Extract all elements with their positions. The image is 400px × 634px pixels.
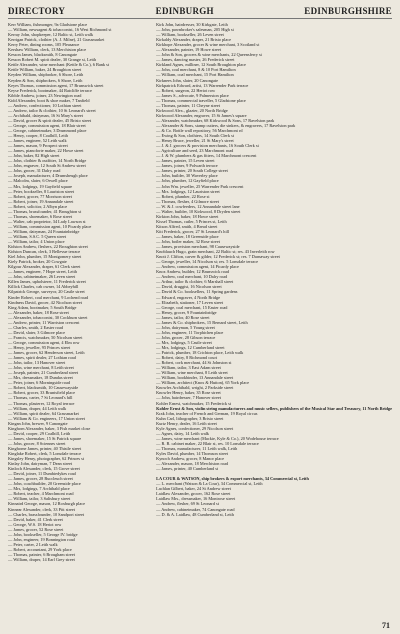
directory-entry: — James, engineer, 7 Hope street, Leith	[8, 269, 77, 275]
directory-entry: — William, draper, 44 Leith walk	[8, 405, 67, 411]
directory-entry: Kirkwood Alex., glazier, 20 North Bridge	[156, 107, 228, 113]
directory-entry: Kirkwood Alexander, engraver, 15 St James's square	[156, 112, 247, 118]
directory-entry: — David & Co. booksellers, 11 Spring gardens	[156, 289, 238, 295]
directory-entry: — Mrs, dressmaker, 18 Dundas street	[8, 375, 73, 381]
directory-entry: — James, printer, 20 South College street	[156, 168, 228, 174]
directory-entry: — James, tailor, 40 Rose street	[156, 314, 210, 320]
directory-entry: Keyes Thomas, commission agent, 17 Brunswick street	[8, 82, 104, 88]
directory-entry: — Francis, watchmaker, 50 Nicolson street	[8, 334, 83, 340]
directory-entry: — David, slater, 3 Gilmore place	[8, 329, 65, 335]
directory-entry: — James, engineer, 52 Leith walk	[8, 138, 67, 144]
directory-entry: Kitson Alfred, smith, 4 Bread street	[156, 223, 218, 229]
directory-entry: — William, dairyman, 24 Fountainbridge	[8, 228, 80, 234]
directory-entry: — William, S.S.C. 5 Queen street	[8, 233, 67, 239]
directory-entry: Knox Andrew, builder, 12 Brunswick road	[156, 269, 230, 275]
directory-entry: Kerray John, shopkeeper, 12 Baltic st, Leith walk	[8, 32, 94, 38]
directory-entry: — J. & J. grocers & provision merchants, 16 South Clerk st	[156, 143, 259, 149]
directory-entry: Kidston Andrew, fleshers, 22 Broughton street	[8, 244, 88, 250]
directory-entry: — Andrew, cabinetmaker, 74 Canongate road	[156, 506, 235, 512]
directory-entry: Kirkland Agnes, milliner, 12 South Broughton place	[156, 62, 246, 68]
directory-entry: — Alexander, mason, 18 Merchiston road	[156, 461, 229, 467]
directory-entry: — Thomas, carter, 7 St Leonard's hill	[8, 395, 73, 401]
directory-entry: — George, jeweller, 14 Nicolson st; res. 5 Lonsdale terrace	[156, 259, 259, 265]
header-center: EDINBURGH	[155, 6, 214, 16]
directory-entry: — George, coal merchant, 15 Easter road	[156, 304, 228, 310]
directory-entry: — Thomas, brassfounder, 41 Broughton st	[8, 208, 82, 214]
directory-entry: Kinder Robert, coal merchant, 9 Lochend road	[8, 294, 89, 300]
directory-entry: — Archibald, dairyman, 16 St Mary's street	[8, 112, 84, 118]
directory-entry: — Robert, teacher, 4 Marchmont road	[8, 491, 74, 497]
directory-entry: — John, grocer, 31 Dalry road	[8, 168, 61, 174]
directory-entry: Kurtz Henry, dealer, 16 Leith street	[156, 420, 217, 426]
directory-entry: — John, builder, 30 Waverley place	[156, 173, 218, 179]
directory-entry: — Henry, grocer, 9 Fountainbridge	[156, 309, 217, 315]
directory-entry: — Robert, accountant, 29 York place	[8, 546, 72, 552]
header-left: DIRECTORY	[8, 6, 66, 16]
directory-entry: Kerry Peter, dining rooms, 105 Pleasance	[8, 42, 80, 48]
directory-entry: — Andrew, commission agent, 14 Picardy place	[156, 264, 239, 270]
directory-entry: — Joseph, manufacturer, 4 Drumsheugh place	[8, 173, 88, 179]
directory-entry: — John, baker, 82 High street	[8, 153, 60, 159]
directory-entry: — John & Son, grocers & wine merchants, 22 Queensferry st	[156, 52, 262, 58]
directory-entry: — John, hairdresser, 7 Hanover street	[156, 395, 221, 401]
directory-entry: — George, commission agent, 18 Blair street	[8, 122, 86, 128]
directory-entry: — John, clothier & outfitter, 14 North Bridge	[8, 158, 87, 164]
directory-entry: — & Co. Bottle wall repository, 56 Marchmont rd	[156, 127, 243, 133]
directory-entry: — John, engineer, 11 Torphichen place	[156, 329, 224, 335]
directory-entry: — Robert, surgeon, 22 Heriot row	[156, 87, 216, 93]
directory-entry: Kiel John, plumber, 15 Montgomery street	[8, 254, 82, 260]
directory-entry: LA COUR & WATSON, ship brokers & export merchants, 34 Commercial st, Leith	[156, 476, 309, 482]
directory-entry: Laidlaw Alexander, grocer, 162 Rose street	[156, 491, 231, 497]
directory-entry: — Mrs, lodgings, 7 Archibald place	[8, 486, 70, 492]
directory-entry: — Alexander, watchmaker, 68 Kirkwood & Sons, 17 Ravelston park	[156, 117, 275, 123]
directory-entry: Keyse Frederick, bootmaker, 44 Ratcliffe terrace	[8, 87, 92, 93]
directory-entry: Kindness David, grocer, 42 Nicolson street	[8, 299, 82, 305]
directory-entry: — Andrew, tailor & clothier, 10 St Leonard's street	[8, 107, 96, 113]
directory-entry: Kynoch Andrew, grocer, 8 Manor place	[156, 456, 225, 462]
directory-entry: Kinghorne James, printer, 40 Thistle street	[8, 445, 82, 451]
directory-entry: — Henry, jeweller, 95 Princes street	[8, 345, 71, 350]
directory-entry: — Alexander & Sons, stamp cutters, die sinkers, & engravers, 17 Ravelston park	[156, 122, 296, 128]
directory-entry: — Peter, joiner, 6 Morningside road	[8, 380, 71, 386]
directory-entry: Kirkton John, baker, 18 Howe street	[156, 213, 219, 219]
directory-entry: — L. merchant (Watson & La Cour), 34 Commercial st, Leith	[156, 481, 263, 487]
directory-entry: — David, cooper, 29 Coalhill, Leith	[8, 430, 71, 436]
directory-entry: Kinnear Alexander, clerk, 33 Pitt street	[8, 506, 76, 512]
directory-entry: — James, joiner, 9 Polwarth terrace	[156, 163, 218, 169]
directory-entry: Killick Charles, cab owner, 14 Abbeyhill	[8, 284, 79, 290]
directory-entry: Kesson Robert M. spirit dealer, 30 Grange st, Leith	[8, 57, 97, 63]
page-number: 71	[382, 621, 390, 630]
directory-entry: — Thomas, commercial traveller, 5 Gladstone place	[156, 97, 246, 103]
directory-entry: — George, W.S. 18 Heriot row	[8, 521, 62, 527]
directory-entry: Kettle Alexander, wine merchant (Kettle & Co.), 6 Bank st	[8, 62, 110, 68]
directory-entry: Kidd Alexander, boot & shoe maker, 7 Tanfield	[8, 97, 90, 103]
directory-entry: Kohler Ernst & Son, violin string manufacturers and music sellers, publishers of the Musical Star and Treasury, 11 North Bridge	[156, 405, 392, 411]
directory-entry: Kinghorn Alexander, baker, 3 Fish market close	[8, 425, 91, 431]
directory-entry: — David, druggist, 16 Nicolson street	[156, 284, 222, 290]
directory-entry: Kirkaldy Alexander, draper, 21 Bristo place	[156, 37, 232, 43]
directory-entry: — Peter, carter, 2 Leith walk	[8, 541, 58, 547]
directory-entry: Kyle Agnes, confectioner, 29 Nicolson street	[156, 425, 234, 431]
header-right: EDINBURGHSHIRE	[304, 6, 392, 16]
directory-entry: Kesson James, blacksmith, 8 Canongate	[8, 52, 77, 58]
directory-entry: — George, cabinetmaker, 3 Drummond place	[8, 127, 87, 133]
directory-entry: — Alexander, baker, 18 Rose street	[8, 309, 69, 315]
directory-entry: Kidston Duncan, clerk, 3 Bellevue terrace	[8, 249, 81, 255]
directory-entry: — James, baker, 18 Greenside place	[156, 233, 219, 239]
directory-entry: Kissel Thomas, cutler, 5 Princes st, Leith	[156, 218, 227, 224]
directory-entry: King Adam, bootmaker, 5 South Bridge	[8, 304, 77, 310]
directory-entry: — William, tailor, 4 Union place	[8, 239, 65, 245]
directory-entry: — Alexander, painter, 19 Howe street	[156, 47, 222, 53]
directory-entry: — Malcolm, slater, 6 Orwell place	[8, 178, 68, 184]
directory-entry: Keyden William, shipbroker, 6 Shore, Leith	[8, 72, 84, 78]
directory-entry: — William, tailor, 3 East Adam street	[156, 365, 221, 371]
directory-entry: Kirkpatrick Edward, artist, 13 Warrender Park terrace	[156, 82, 249, 88]
directory-entry: — Andrew, coal merchant, 10 Dalry road	[156, 274, 228, 280]
directory-entry: — Agriculture and seed, 23 Marchmont road	[156, 148, 234, 154]
directory-entry: — Thomas, painter, 6 Brougham street	[8, 551, 75, 557]
directory-entry: — John, dairyman, 5 Young street	[156, 324, 215, 330]
directory-entry: — William, spirit dealer, 64 Grassmarket	[8, 410, 79, 416]
directory-entry: — William, draper, 14 Earl Grey street	[8, 556, 75, 562]
directory-entry: — John, boiler maker, 32 Rose street	[156, 239, 220, 245]
page-header	[8, 6, 392, 19]
directory-entry: — David, grocer & spirit dealer, 45 Bristo street	[8, 117, 92, 123]
directory-entry: Kiely Patrick, broker, 20 Cowgate	[8, 259, 67, 265]
directory-entry: Kohler Ernest, watchmaker, 15 Frederick st	[156, 400, 232, 406]
column-left	[8, 22, 150, 624]
directory-entry: — Robert, grocer, 33 Bruntsfield place	[8, 390, 76, 396]
directory-entry: Kerr William, fishmonger, 9a Gladstone place	[8, 22, 88, 27]
directory-entry: — John, engraver, 12 South St Andrew street	[8, 163, 86, 169]
directory-entry: — William, bookbinder, 13 Annandale street	[156, 375, 234, 381]
directory-entry: Kershaw William, clerk, 13 Merchiston place	[8, 47, 87, 53]
directory-entry: — Elizabeth, stationer, 17 Leven street	[156, 299, 224, 305]
directory-entry: — Mrs, lodgings, 12 Cumberland street	[156, 345, 225, 350]
directory-entry: — Ewing & Son, clothiers, 14 South Clerk st	[156, 133, 234, 139]
directory-entry: — William & Co. engineers, 17 Union street	[8, 415, 85, 421]
directory-entry: Kilpatrick George, surveyor, 20 Castle street	[8, 289, 85, 295]
directory-entry: — John, bookseller, 5 George IV. bridge	[8, 531, 78, 537]
directory-entry: Kettle William, baker, 24 Broughton street	[8, 67, 82, 73]
directory-entry: — William, newsagent & tobacconist, 16 West Richmond st	[8, 27, 112, 33]
directory-entry: — James & Co. shipbrokers, 15 Bernard street, Leith	[156, 319, 248, 325]
directory-entry: — Alexander, tobacconist, 30 Cockburn street	[8, 314, 88, 320]
directory-entry: Keyden & Son, shipbrokers, 6 Shore, Leith	[8, 77, 83, 83]
directory-entry: — James S., advocate, 9 Palmerston place	[156, 92, 229, 98]
directory-entry: — William, architect (Knox & Hutton), 65 York place	[156, 380, 250, 386]
directory-entry: — James, grocer, 62 Henderson street, Leith	[8, 350, 85, 356]
directory-entry: — D. & A. Laidlaw, 48 Cumberland st, Leith	[156, 511, 234, 517]
directory-entry: — W. & J. cowfeeders, 12 Annandale street lane	[156, 203, 240, 209]
directory-entry: — Robert, cork merchant, 44 St Johnston st	[156, 360, 232, 366]
directory-entry: Kinglake Robert, clerk, 5 Lonsdale terrace	[8, 450, 82, 456]
directory-entry: — Joseph, painter, 21 Cumberland street	[8, 370, 79, 376]
directory-entry: Knoblauch Hugo, grain merchant, 22 Baltic st; res. 43 Inverleith row	[156, 249, 275, 255]
directory-entry: — Arthur, tailor & clothier, 6 Marshall street	[156, 279, 234, 285]
directory-entry: — Peter, bookseller, 8 Lauriston street	[8, 188, 75, 194]
directory-entry: Kitt Frederick, grocer, 27 St Leonard's hill	[156, 228, 230, 234]
directory-entry: — Andrew, confectioner, 10 Lothian street	[8, 102, 82, 108]
directory-entry: — James, spirit dealer, 27 Lothian road	[8, 355, 76, 361]
directory-entry: — Thomas, flesher, 4 Gilmore street	[156, 198, 219, 204]
directory-entry: — James, painter, 15 Leven street	[156, 158, 215, 164]
directory-entry: — J. & W. plumbers & gas fitters, 14 Marchmont crescent	[156, 153, 257, 159]
directory-entry: — Andrew, flesher, 69 St Leonard st	[156, 501, 219, 507]
directory-entry: Knowles Archibald, wright, 2 Parkside street	[156, 385, 234, 391]
directory-entry: — Walter, builder, 10 Kirkwood, 8 Dryden street	[156, 208, 241, 214]
directory-entry: — John, grocer, 8 Sciennes street	[8, 440, 66, 446]
directory-entry: — James, grocer, 52 Rose street	[8, 526, 64, 532]
directory-entry: Knott J. Clifton, carver & gilder, 12 Frederick st; res. 7 Darnaway street	[156, 254, 280, 260]
directory-entry: Kinnaird George, mason, 12 Roxburgh place	[8, 501, 86, 507]
directory-entry: — Andrew, printer, 11 Warriston crescent	[8, 319, 80, 325]
directory-entry: — James, pianoforte maker, 22 Howe street	[8, 148, 84, 154]
directory-entry: — Mrs. lodgings, 12 Lauriston street	[156, 188, 220, 194]
directory-entry: — Robert, dairy, 8 Richmond court	[156, 355, 218, 361]
directory-entry: Kirknees John, slater, 20 Canongate	[156, 77, 219, 83]
directory-entry: — Thomas, shoemaker, 6 Rose street	[8, 213, 73, 219]
directory-entry: — Thomas, painter, 11 Cheyne street	[156, 102, 221, 108]
directory-entry: — James, dancing master, 26 Frederick street	[156, 57, 235, 63]
directory-entry: — David, joiner, 11 Dumbiedykes road	[8, 471, 76, 477]
directory-entry: — John, pawnbroker's salesman, 205 High st	[156, 27, 234, 33]
directory-entry: — Charles, brassfounder, 10 Sandport street	[8, 511, 85, 517]
directory-entry: — Henry Bruce, jeweller, 21 St Mary's street	[156, 138, 234, 144]
directory-entry: — John, coal merchant, 8 & 10 Port Hamilton	[156, 67, 236, 73]
directory-entry: Kerrigan Patrick, clothier (A. J. Milne), 21 Grassmarket	[8, 37, 105, 43]
directory-entry: — Mrs, lodgings, 5 Castle street	[156, 339, 212, 345]
directory-entry: — Robert, grocer, 77 Morrison street	[8, 193, 72, 199]
directory-entry: — James, provision merchant, 98 Causewayside	[156, 244, 240, 250]
directory-entry: — Henry, cooper, 8 Coalhill, Leith	[8, 133, 68, 139]
directory-entry: Kyles David, plumber, 14 Thomson street	[156, 450, 229, 456]
directory-entry: Lachlan Gilbert, baker, 24 St Andrew street	[156, 486, 231, 492]
directory-entry: — John, cabinetmaker, 26 Leven street	[8, 274, 76, 280]
directory-entry: — George, commission agent, 4 Elm row	[8, 339, 80, 345]
directory-entry: — James, printer, 40 Cumberland st	[156, 466, 219, 472]
directory-entry: — William, commission agent, 10 Picardy place	[8, 223, 92, 229]
directory-entry: — Robert, joiner, 19 Annandale street	[8, 198, 74, 204]
directory-entry: Krak John, teacher of French and German, 19 Royal circus	[156, 410, 258, 416]
directory-entry: Kuhn Carl, lithographer, 3 Bristo street	[156, 415, 224, 421]
directory-entry: — John, wine merchant, 8 Leith street	[8, 365, 74, 371]
directory-entry: Knowler Henry, baker, 35 Rose street	[156, 390, 221, 396]
directory-entry: Kinloch Alexander, clerk, 15 Grove street	[8, 466, 80, 472]
directory-entry: Kingsley Henry, photographer, 62 Princes st	[8, 456, 85, 462]
directory-entry: — John Wm. jeweller, 25 Warrender Park crescent	[156, 183, 244, 189]
directory-entry: Kingan John, brewer, 9 Canongate	[8, 420, 68, 426]
directory-entry: — Charles, smith, 2 Easter road	[8, 324, 64, 330]
directory-entry: Kinlay John, dairyman, 7 Dean street	[8, 461, 73, 467]
directory-entry: — Edward, engraver, 4 North Bridge	[156, 294, 221, 300]
directory-entry: — William, wine merchant, 8 Leith street	[156, 370, 228, 376]
directory-entry: — James, grocer, 28 Buccleuch street	[8, 476, 73, 482]
directory-entry: — Mrs, lodgings, 19 Gayfield square	[8, 183, 73, 189]
directory-entry: Kibble Andrew, joiner, 23 Newington road	[8, 92, 82, 98]
directory-entry: — William, tailor, 3 Salisbury street	[8, 496, 71, 502]
directory-entry: — John, tailor, 13 Hanover street	[8, 360, 66, 366]
directory-entry: — Thomas, manufacturer, 11 Leith walk, Leith	[156, 445, 238, 451]
directory-entry: — John, engineer, 19 Bonnington road	[8, 536, 75, 542]
directory-entry: Kilgour Alexander, draper, 61 Clerk street	[8, 264, 81, 270]
directory-entry: — Robert, solicitor, 2 Albyn place	[8, 203, 68, 209]
directory-entry: — James, wine merchant (Mackie, Kyle & Co.), 20 Wodehouse terrace	[156, 435, 279, 441]
directory-entry: — James, shoemaker, 15 St Patrick square	[8, 435, 82, 441]
directory-entry: — William, coal merchant, 15 Port Hamilton	[156, 72, 234, 78]
directory-entry: — Thomas, plasterer, 12 Royal terrace	[8, 400, 75, 406]
directory-entry: — John, plumber, 12 Gayfield place	[156, 178, 219, 184]
directory-entry: — Patrick, plumber, 18 Crichton place, Leith walk	[156, 350, 244, 356]
directory-entry: — Walter, cab proprietor, 34 Lady Lawson st	[8, 218, 86, 224]
directory-entry: Kirkhope Alexander, grocer & wine merchant, 3 Scotland st	[156, 42, 260, 48]
directory-entry: — Robert, plumber, 22 Rose st	[156, 193, 210, 199]
directory-columns	[8, 22, 392, 624]
directory-entry: — James, mason, 9 Prospect street	[8, 143, 68, 149]
directory-entry: — John, coachbuilder, 20 Greenside place	[8, 481, 81, 487]
directory-entry: Kirk John, hairdresser, 30 Kirkgate, Leith	[156, 22, 228, 27]
directory-entry: — Agnes, dairy, 14 Leith walk	[156, 430, 209, 436]
directory-entry: Killen James, upholsterer, 11 Frederick street	[8, 279, 86, 285]
column-right	[156, 22, 392, 624]
directory-entry: — David, baker, 41 Clerk street	[8, 516, 63, 522]
directory-entry: — Robert, blacksmith, 10 Causewayside	[8, 385, 79, 391]
directory-entry: Laidlaw Mrs., dressmaker, 16 Montrose street	[156, 496, 236, 502]
directory-entry: — William, bookseller, 26 Leven street	[156, 32, 224, 38]
directory-entry: — John, grocer, 28 Gibson terrace	[156, 334, 216, 340]
directory-entry: — R. B. cabinet maker, 22 Blair st, res. 10 Lonsdale terrace	[156, 440, 259, 446]
